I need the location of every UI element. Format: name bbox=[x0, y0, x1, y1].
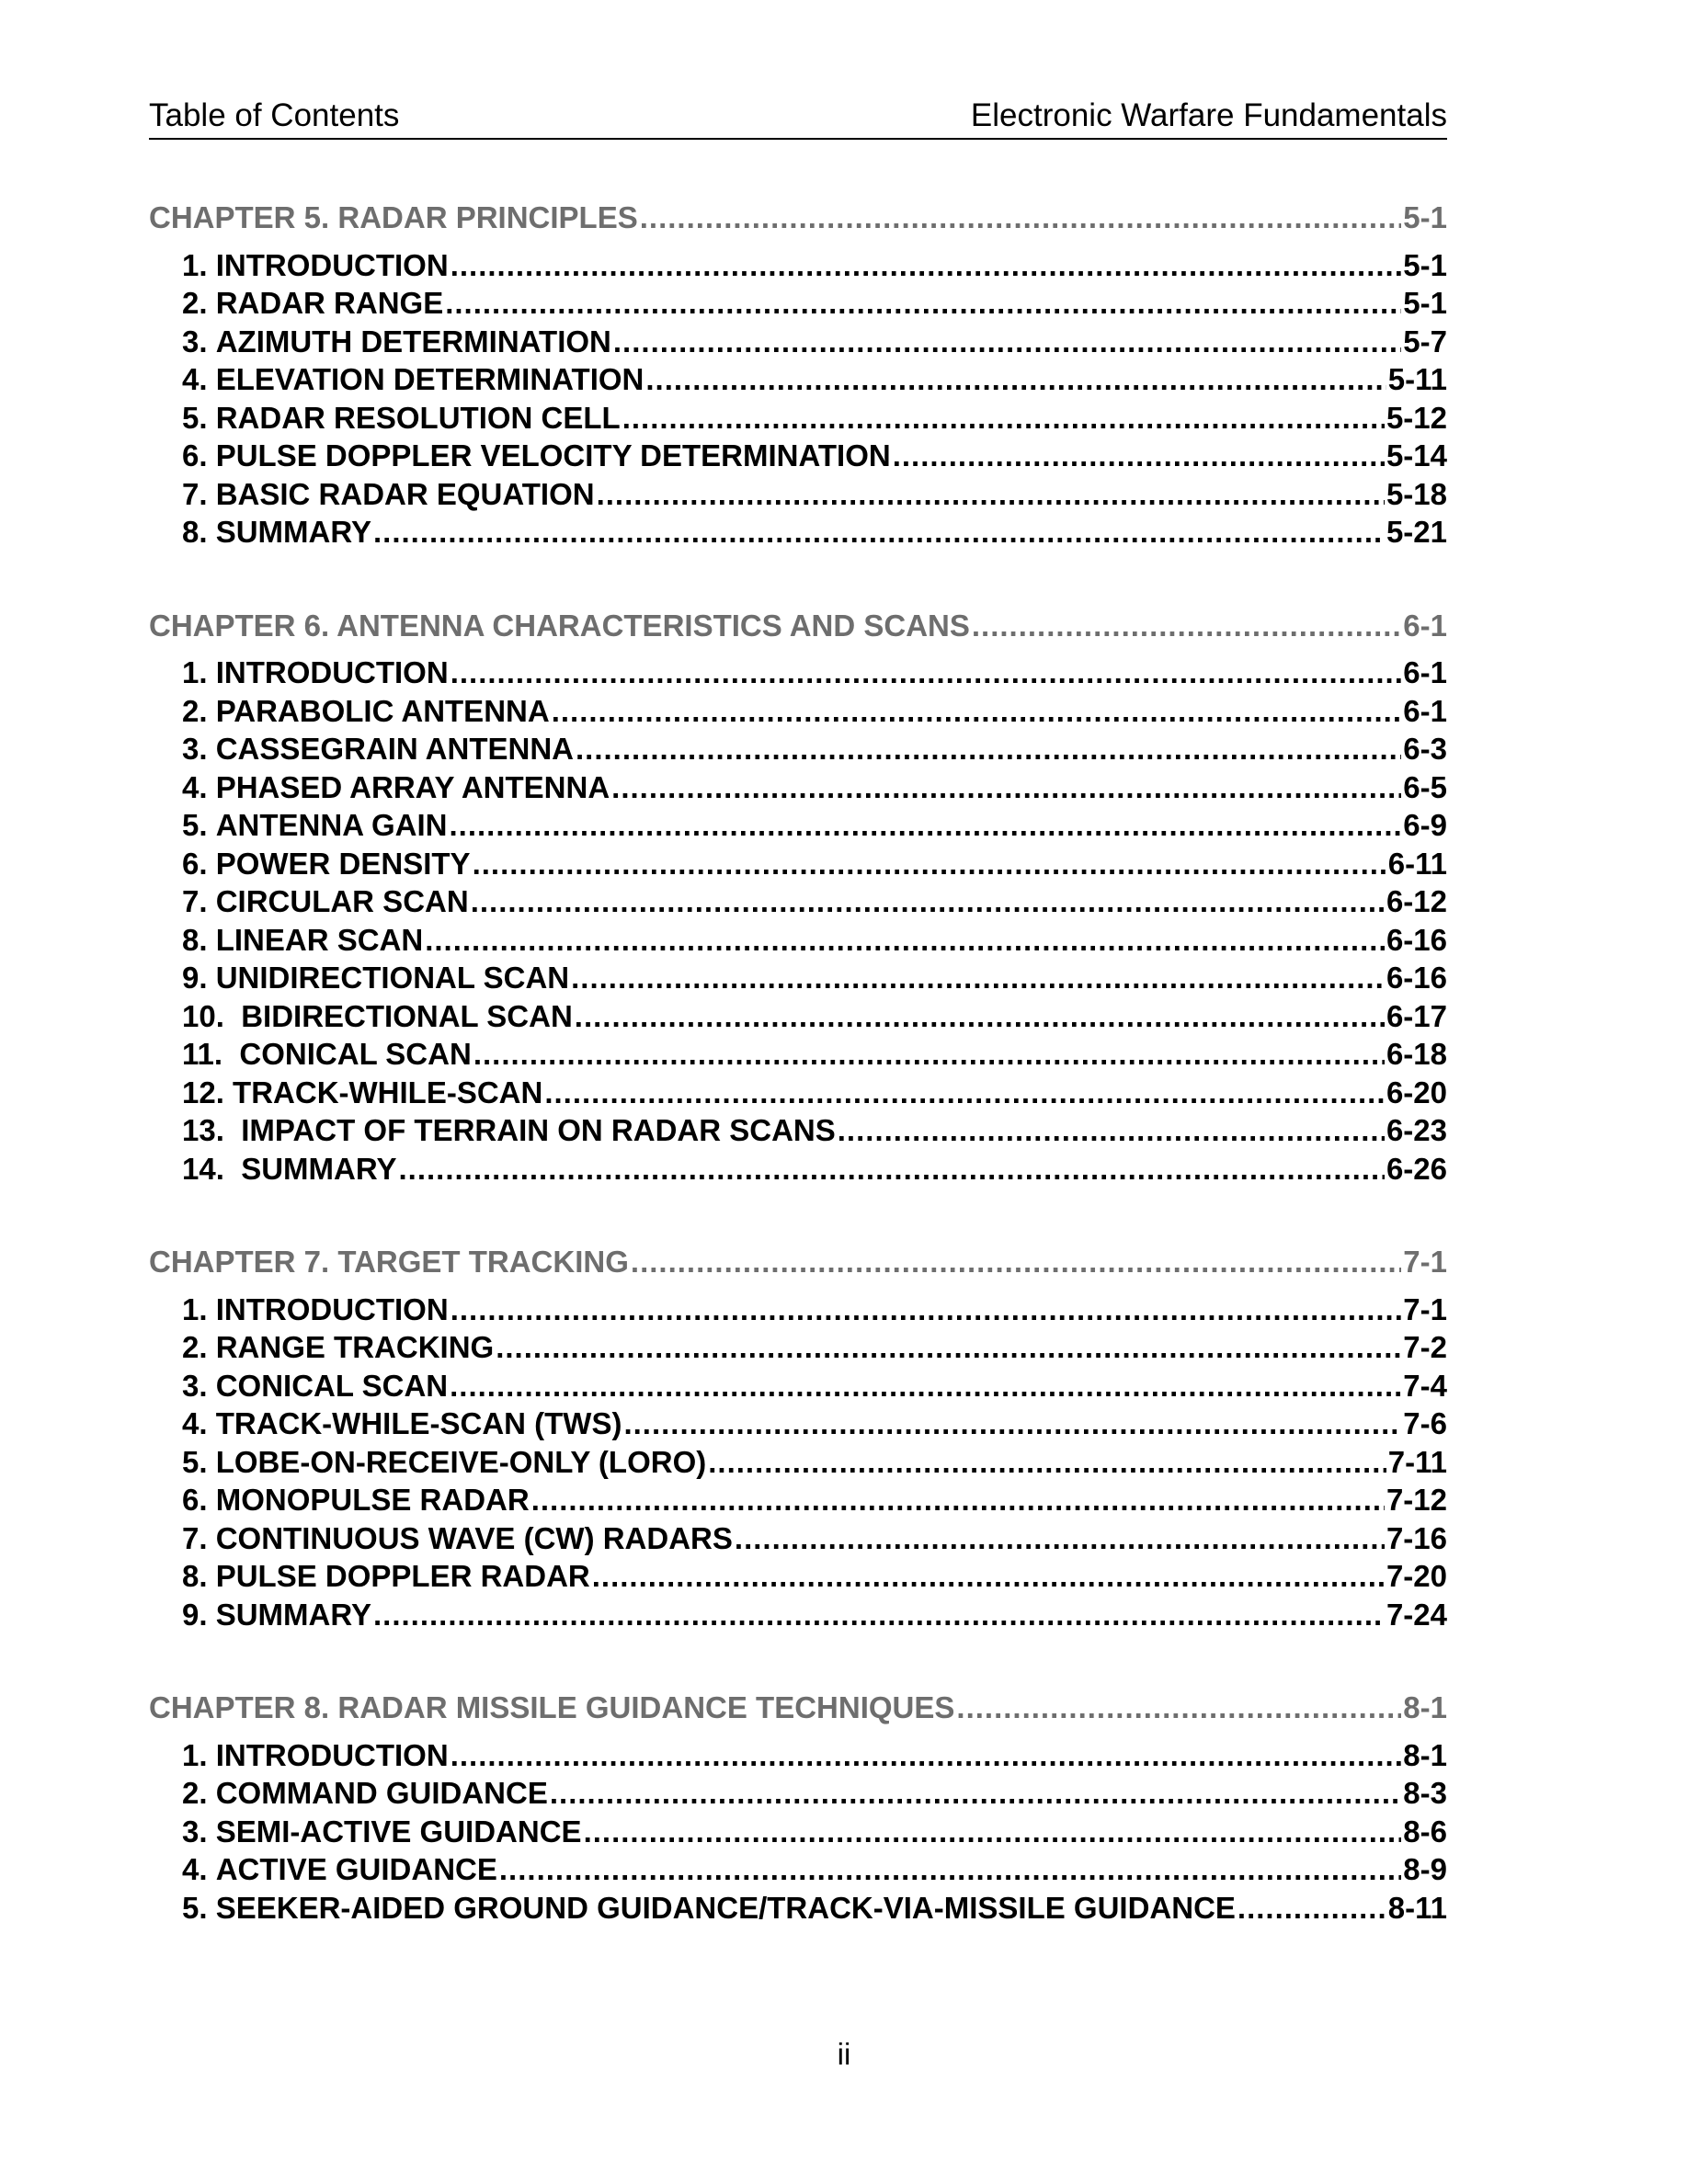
toc-section-entry[interactable] bbox=[149, 1596, 1447, 1634]
section-number: 1. bbox=[182, 1737, 208, 1772]
section-page-number: 7-11 bbox=[1387, 1444, 1447, 1479]
dot-leader bbox=[445, 284, 1401, 323]
section-number: 5. bbox=[182, 808, 208, 842]
section-number: 8. bbox=[182, 922, 208, 957]
dot-leader bbox=[708, 1443, 1386, 1482]
chapter-page-number: 8-1 bbox=[1403, 1690, 1447, 1724]
section-number-gap bbox=[208, 1405, 216, 1443]
section-number: 8. bbox=[182, 515, 208, 549]
dot-leader bbox=[640, 199, 1402, 237]
section-page-number: 7-6 bbox=[1403, 1406, 1447, 1440]
section-page-number: 8-11 bbox=[1387, 1890, 1447, 1925]
section-page-number: 7-4 bbox=[1403, 1368, 1447, 1403]
section-number-gap bbox=[208, 1850, 216, 1889]
chapter-title: CHAPTER 5. RADAR PRINCIPLES bbox=[149, 200, 638, 234]
section-number: 3. bbox=[182, 732, 208, 766]
toc-section-entry[interactable] bbox=[149, 1150, 1447, 1189]
section-number: 3. bbox=[182, 1814, 208, 1848]
section-number-gap bbox=[208, 1443, 216, 1482]
section-number-gap bbox=[208, 1736, 216, 1775]
section-number: 1. bbox=[182, 247, 208, 282]
toc-section-entry[interactable] bbox=[149, 692, 1447, 731]
section-page-number: 6-23 bbox=[1386, 1113, 1447, 1147]
toc-section-entry[interactable] bbox=[149, 1443, 1447, 1482]
dot-leader bbox=[399, 1150, 1385, 1189]
section-title: BASIC RADAR EQUATION bbox=[215, 476, 595, 511]
section-page-number: 6-1 bbox=[1403, 693, 1447, 728]
section-title: POWER DENSITY bbox=[215, 846, 471, 881]
section-title: INTRODUCTION bbox=[215, 1291, 449, 1326]
section-title: INTRODUCTION bbox=[215, 247, 449, 282]
dot-leader bbox=[576, 730, 1401, 768]
section-page-number: 5-7 bbox=[1403, 324, 1447, 358]
toc-section-entry[interactable] bbox=[149, 399, 1447, 438]
section-number: 5. bbox=[182, 1444, 208, 1479]
section-number-gap bbox=[208, 1481, 216, 1519]
dot-leader bbox=[451, 654, 1402, 692]
section-title: CASSEGRAIN ANTENNA bbox=[215, 732, 574, 766]
section-number-gap bbox=[231, 1035, 239, 1074]
section-number-gap bbox=[208, 323, 216, 361]
section-page-number: 7-12 bbox=[1386, 1483, 1447, 1517]
section-number-gap bbox=[208, 360, 216, 399]
section-title: SUMMARY bbox=[241, 1151, 397, 1186]
chapter-heading[interactable] bbox=[149, 199, 1447, 237]
section-title: AZIMUTH DETERMINATION bbox=[215, 324, 611, 358]
toc-section-entry[interactable] bbox=[149, 475, 1447, 514]
toc-section-entry[interactable] bbox=[149, 845, 1447, 883]
dot-leader bbox=[373, 513, 1385, 552]
section-number-gap bbox=[208, 768, 216, 807]
dot-leader bbox=[473, 845, 1386, 883]
section-title: IMPACT OF TERRAIN ON RADAR SCANS bbox=[241, 1113, 836, 1147]
chapter-title: CHAPTER 8. RADAR MISSILE GUIDANCE TECHNIQUES bbox=[149, 1690, 955, 1724]
section-number: 9. bbox=[182, 1597, 208, 1632]
dot-leader bbox=[552, 692, 1402, 731]
dot-leader bbox=[631, 1243, 1401, 1281]
section-page-number: 7-20 bbox=[1386, 1559, 1447, 1593]
section-page-number: 6-20 bbox=[1386, 1075, 1447, 1109]
section-number-gap bbox=[224, 1074, 233, 1112]
section-number: 4. bbox=[182, 1406, 208, 1440]
section-number: 6. bbox=[182, 1483, 208, 1517]
section-number-gap bbox=[208, 806, 216, 845]
toc-section-entry[interactable] bbox=[149, 1367, 1447, 1405]
chapter-block bbox=[149, 1689, 1447, 1927]
section-number-gap bbox=[208, 882, 216, 921]
dot-leader bbox=[956, 1689, 1401, 1727]
dot-leader bbox=[584, 1813, 1402, 1851]
section-page-number: 5-18 bbox=[1386, 476, 1447, 511]
section-page-number: 8-3 bbox=[1403, 1776, 1447, 1810]
section-title: RANGE TRACKING bbox=[215, 1330, 495, 1364]
section-number-gap bbox=[208, 1889, 216, 1928]
section-number-gap bbox=[208, 1596, 216, 1634]
section-number-gap bbox=[208, 513, 216, 552]
section-title: SUMMARY bbox=[215, 1597, 371, 1632]
section-number: 7. bbox=[182, 1520, 208, 1555]
dot-leader bbox=[1237, 1889, 1386, 1928]
section-title: BIDIRECTIONAL SCAN bbox=[241, 998, 573, 1033]
section-number-gap bbox=[208, 1813, 216, 1851]
section-number-gap bbox=[208, 654, 216, 692]
dot-leader bbox=[449, 806, 1401, 845]
section-title: RADAR RANGE bbox=[215, 286, 444, 320]
section-page-number: 5-14 bbox=[1386, 438, 1447, 472]
toc-section-entry[interactable] bbox=[149, 1850, 1447, 1889]
dot-leader bbox=[544, 1074, 1385, 1112]
chapter-page-number: 7-1 bbox=[1403, 1245, 1447, 1279]
dot-leader bbox=[575, 997, 1385, 1036]
toc-section-entry[interactable] bbox=[149, 1035, 1447, 1074]
section-number: 13. bbox=[182, 1113, 234, 1147]
section-title: SEMI-ACTIVE GUIDANCE bbox=[215, 1814, 582, 1848]
toc-section-entry[interactable] bbox=[149, 730, 1447, 768]
section-number: 1. bbox=[182, 655, 208, 689]
section-page-number: 6-3 bbox=[1403, 732, 1447, 766]
section-number: 7. bbox=[182, 884, 208, 918]
section-number: 1. bbox=[182, 1291, 208, 1326]
section-number-gap bbox=[208, 1557, 216, 1596]
dot-leader bbox=[451, 1291, 1402, 1329]
toc-section-entry[interactable] bbox=[149, 997, 1447, 1036]
dot-leader bbox=[622, 399, 1385, 438]
section-number: 5. bbox=[182, 400, 208, 435]
section-title: PHASED ARRAY ANTENNA bbox=[215, 769, 610, 804]
section-title: CONTINUOUS WAVE (CW) RADARS bbox=[215, 1520, 733, 1555]
section-number-gap bbox=[208, 921, 216, 960]
dot-leader bbox=[613, 323, 1401, 361]
section-title: CONICAL SCAN bbox=[239, 1037, 472, 1071]
section-page-number: 6-12 bbox=[1386, 884, 1447, 918]
toc-section-entry[interactable] bbox=[149, 437, 1447, 475]
section-page-number: 5-11 bbox=[1387, 362, 1447, 396]
section-number: 12. bbox=[182, 1075, 224, 1109]
section-number: 14. bbox=[182, 1151, 234, 1186]
table-of-contents bbox=[149, 199, 1447, 1982]
dot-leader bbox=[499, 1850, 1401, 1889]
section-page-number: 5-12 bbox=[1386, 400, 1447, 435]
section-number-gap bbox=[208, 1328, 216, 1367]
section-title: ACTIVE GUIDANCE bbox=[215, 1852, 497, 1886]
section-page-number: 6-1 bbox=[1403, 655, 1447, 689]
section-title: COMMAND GUIDANCE bbox=[215, 1776, 548, 1810]
section-title: TRACK-WHILE-SCAN bbox=[233, 1075, 543, 1109]
toc-section-entry[interactable] bbox=[149, 806, 1447, 845]
section-page-number: 7-2 bbox=[1403, 1330, 1447, 1364]
toc-section-entry[interactable] bbox=[149, 513, 1447, 552]
section-number: 7. bbox=[182, 476, 208, 511]
section-title: PULSE DOPPLER VELOCITY DETERMINATION bbox=[215, 438, 891, 472]
section-page-number: 8-1 bbox=[1403, 1737, 1447, 1772]
toc-section-entry[interactable] bbox=[149, 882, 1447, 921]
toc-section-entry[interactable] bbox=[149, 1291, 1447, 1329]
section-number: 2. bbox=[182, 693, 208, 728]
toc-section-entry[interactable] bbox=[149, 1813, 1447, 1851]
section-title: CONICAL SCAN bbox=[215, 1368, 449, 1403]
toc-section-entry[interactable] bbox=[149, 1405, 1447, 1443]
dot-leader bbox=[735, 1519, 1385, 1558]
chapter-page-number: 5-1 bbox=[1403, 200, 1447, 234]
section-number-gap bbox=[208, 437, 216, 475]
section-number-gap bbox=[233, 997, 241, 1036]
toc-section-entry[interactable] bbox=[149, 1736, 1447, 1775]
section-number: 3. bbox=[182, 1368, 208, 1403]
dot-leader bbox=[451, 1736, 1402, 1775]
toc-section-entry[interactable] bbox=[149, 1328, 1447, 1367]
chapter-block bbox=[149, 1243, 1447, 1633]
dot-leader bbox=[473, 1035, 1385, 1074]
dot-leader bbox=[838, 1111, 1385, 1150]
toc-section-entry[interactable] bbox=[149, 323, 1447, 361]
section-page-number: 6-5 bbox=[1403, 769, 1447, 804]
dot-leader bbox=[623, 1405, 1401, 1443]
dot-leader bbox=[571, 959, 1385, 997]
section-number: 2. bbox=[182, 1776, 208, 1810]
section-title: ANTENNA GAIN bbox=[215, 808, 448, 842]
toc-section-entry[interactable] bbox=[149, 1481, 1447, 1519]
section-page-number: 5-1 bbox=[1403, 247, 1447, 282]
section-number-gap bbox=[208, 845, 216, 883]
toc-section-entry[interactable] bbox=[149, 654, 1447, 692]
section-number-gap bbox=[208, 1774, 216, 1813]
section-number: 11. bbox=[182, 1037, 232, 1071]
section-number: 6. bbox=[182, 846, 208, 881]
section-title: INTRODUCTION bbox=[215, 1737, 449, 1772]
toc-section-entry[interactable] bbox=[149, 1774, 1447, 1813]
chapter-heading[interactable] bbox=[149, 1243, 1447, 1281]
section-number: 5. bbox=[182, 1890, 208, 1925]
dot-leader bbox=[450, 1367, 1401, 1405]
section-number-gap bbox=[208, 692, 216, 731]
section-number-gap bbox=[208, 1291, 216, 1329]
section-page-number: 6-11 bbox=[1387, 846, 1447, 881]
section-number: 4. bbox=[182, 362, 208, 396]
section-title: MONOPULSE RADAR bbox=[215, 1483, 530, 1517]
section-number: 10. bbox=[182, 998, 234, 1033]
section-number: 6. bbox=[182, 438, 208, 472]
toc-section-entry[interactable] bbox=[149, 959, 1447, 997]
section-number-gap bbox=[208, 246, 216, 285]
dot-leader bbox=[972, 607, 1401, 645]
section-number: 9. bbox=[182, 961, 208, 995]
section-number-gap bbox=[208, 959, 216, 997]
section-title: PULSE DOPPLER RADAR bbox=[215, 1559, 590, 1593]
chapter-block bbox=[149, 199, 1447, 552]
toc-section-entry[interactable] bbox=[149, 1889, 1447, 1928]
section-page-number: 7-24 bbox=[1386, 1597, 1447, 1632]
section-title: SUMMARY bbox=[215, 515, 371, 549]
toc-section-entry[interactable] bbox=[149, 246, 1447, 285]
toc-section-entry[interactable] bbox=[149, 284, 1447, 323]
page-number: ii bbox=[837, 2037, 851, 2071]
section-number-gap bbox=[208, 399, 216, 438]
section-number-gap bbox=[208, 1519, 216, 1558]
dot-leader bbox=[496, 1328, 1401, 1367]
section-page-number: 8-9 bbox=[1403, 1852, 1447, 1886]
section-number-gap bbox=[233, 1150, 241, 1189]
section-title: INTRODUCTION bbox=[215, 655, 449, 689]
section-page-number: 6-16 bbox=[1386, 922, 1447, 957]
dot-leader bbox=[531, 1481, 1385, 1519]
toc-section-entry[interactable] bbox=[149, 768, 1447, 807]
section-title: PARABOLIC ANTENNA bbox=[215, 693, 550, 728]
chapter-page-number: 6-1 bbox=[1403, 608, 1447, 643]
dot-leader bbox=[550, 1774, 1401, 1813]
chapter-heading[interactable] bbox=[149, 1689, 1447, 1727]
section-number: 3. bbox=[182, 324, 208, 358]
section-title: LINEAR SCAN bbox=[215, 922, 424, 957]
toc-section-entry[interactable] bbox=[149, 1557, 1447, 1596]
section-title: TRACK-WHILE-SCAN (TWS) bbox=[215, 1406, 622, 1440]
section-number: 4. bbox=[182, 1852, 208, 1886]
chapter-title: CHAPTER 7. TARGET TRACKING bbox=[149, 1245, 629, 1279]
section-page-number: 6-9 bbox=[1403, 808, 1447, 842]
dot-leader bbox=[611, 768, 1401, 807]
dot-leader bbox=[373, 1596, 1385, 1634]
section-page-number: 6-26 bbox=[1386, 1151, 1447, 1186]
header-left-title: Table of Contents bbox=[149, 97, 400, 133]
dot-leader bbox=[451, 246, 1402, 285]
section-page-number: 6-18 bbox=[1386, 1037, 1447, 1071]
toc-section-entry[interactable] bbox=[149, 1111, 1447, 1150]
section-number: 2. bbox=[182, 1330, 208, 1364]
section-page-number: 5-1 bbox=[1403, 286, 1447, 320]
dot-leader bbox=[425, 921, 1385, 960]
dot-leader bbox=[471, 882, 1385, 921]
section-page-number: 6-17 bbox=[1386, 998, 1447, 1033]
section-number: 2. bbox=[182, 286, 208, 320]
dot-leader bbox=[597, 475, 1385, 514]
toc-section-entry[interactable] bbox=[149, 921, 1447, 960]
section-page-number: 8-6 bbox=[1403, 1814, 1447, 1848]
section-title: SEEKER-AIDED GROUND GUIDANCE/TRACK-VIA-MISSILE GUIDANCE bbox=[215, 1890, 1236, 1925]
section-page-number: 7-16 bbox=[1386, 1520, 1447, 1555]
chapter-title: CHAPTER 6. ANTENNA CHARACTERISTICS AND SCANS bbox=[149, 608, 970, 643]
section-number: 4. bbox=[182, 769, 208, 804]
toc-section-entry[interactable] bbox=[149, 1519, 1447, 1558]
section-title: UNIDIRECTIONAL SCAN bbox=[215, 961, 570, 995]
section-number-gap bbox=[208, 284, 216, 323]
section-number-gap bbox=[208, 730, 216, 768]
dot-leader bbox=[592, 1557, 1385, 1596]
chapter-heading[interactable] bbox=[149, 607, 1447, 645]
section-number-gap bbox=[208, 1367, 216, 1405]
section-title: RADAR RESOLUTION CELL bbox=[215, 400, 621, 435]
section-number-gap bbox=[233, 1111, 241, 1150]
section-number: 8. bbox=[182, 1559, 208, 1593]
dot-leader bbox=[645, 360, 1386, 399]
section-title: CIRCULAR SCAN bbox=[215, 884, 469, 918]
header-right-title: Electronic Warfare Fundamentals bbox=[970, 97, 1447, 133]
toc-section-entry[interactable] bbox=[149, 360, 1447, 399]
dot-leader bbox=[893, 437, 1385, 475]
section-title: LOBE-ON-RECEIVE-ONLY (LORO) bbox=[215, 1444, 707, 1479]
section-page-number: 6-16 bbox=[1386, 961, 1447, 995]
section-page-number: 5-21 bbox=[1386, 515, 1447, 549]
section-title: ELEVATION DETERMINATION bbox=[215, 362, 644, 396]
section-number-gap bbox=[208, 475, 216, 514]
toc-section-entry[interactable] bbox=[149, 1074, 1447, 1112]
section-page-number: 7-1 bbox=[1403, 1291, 1447, 1326]
page-header bbox=[149, 97, 1447, 140]
chapter-block bbox=[149, 607, 1447, 1189]
